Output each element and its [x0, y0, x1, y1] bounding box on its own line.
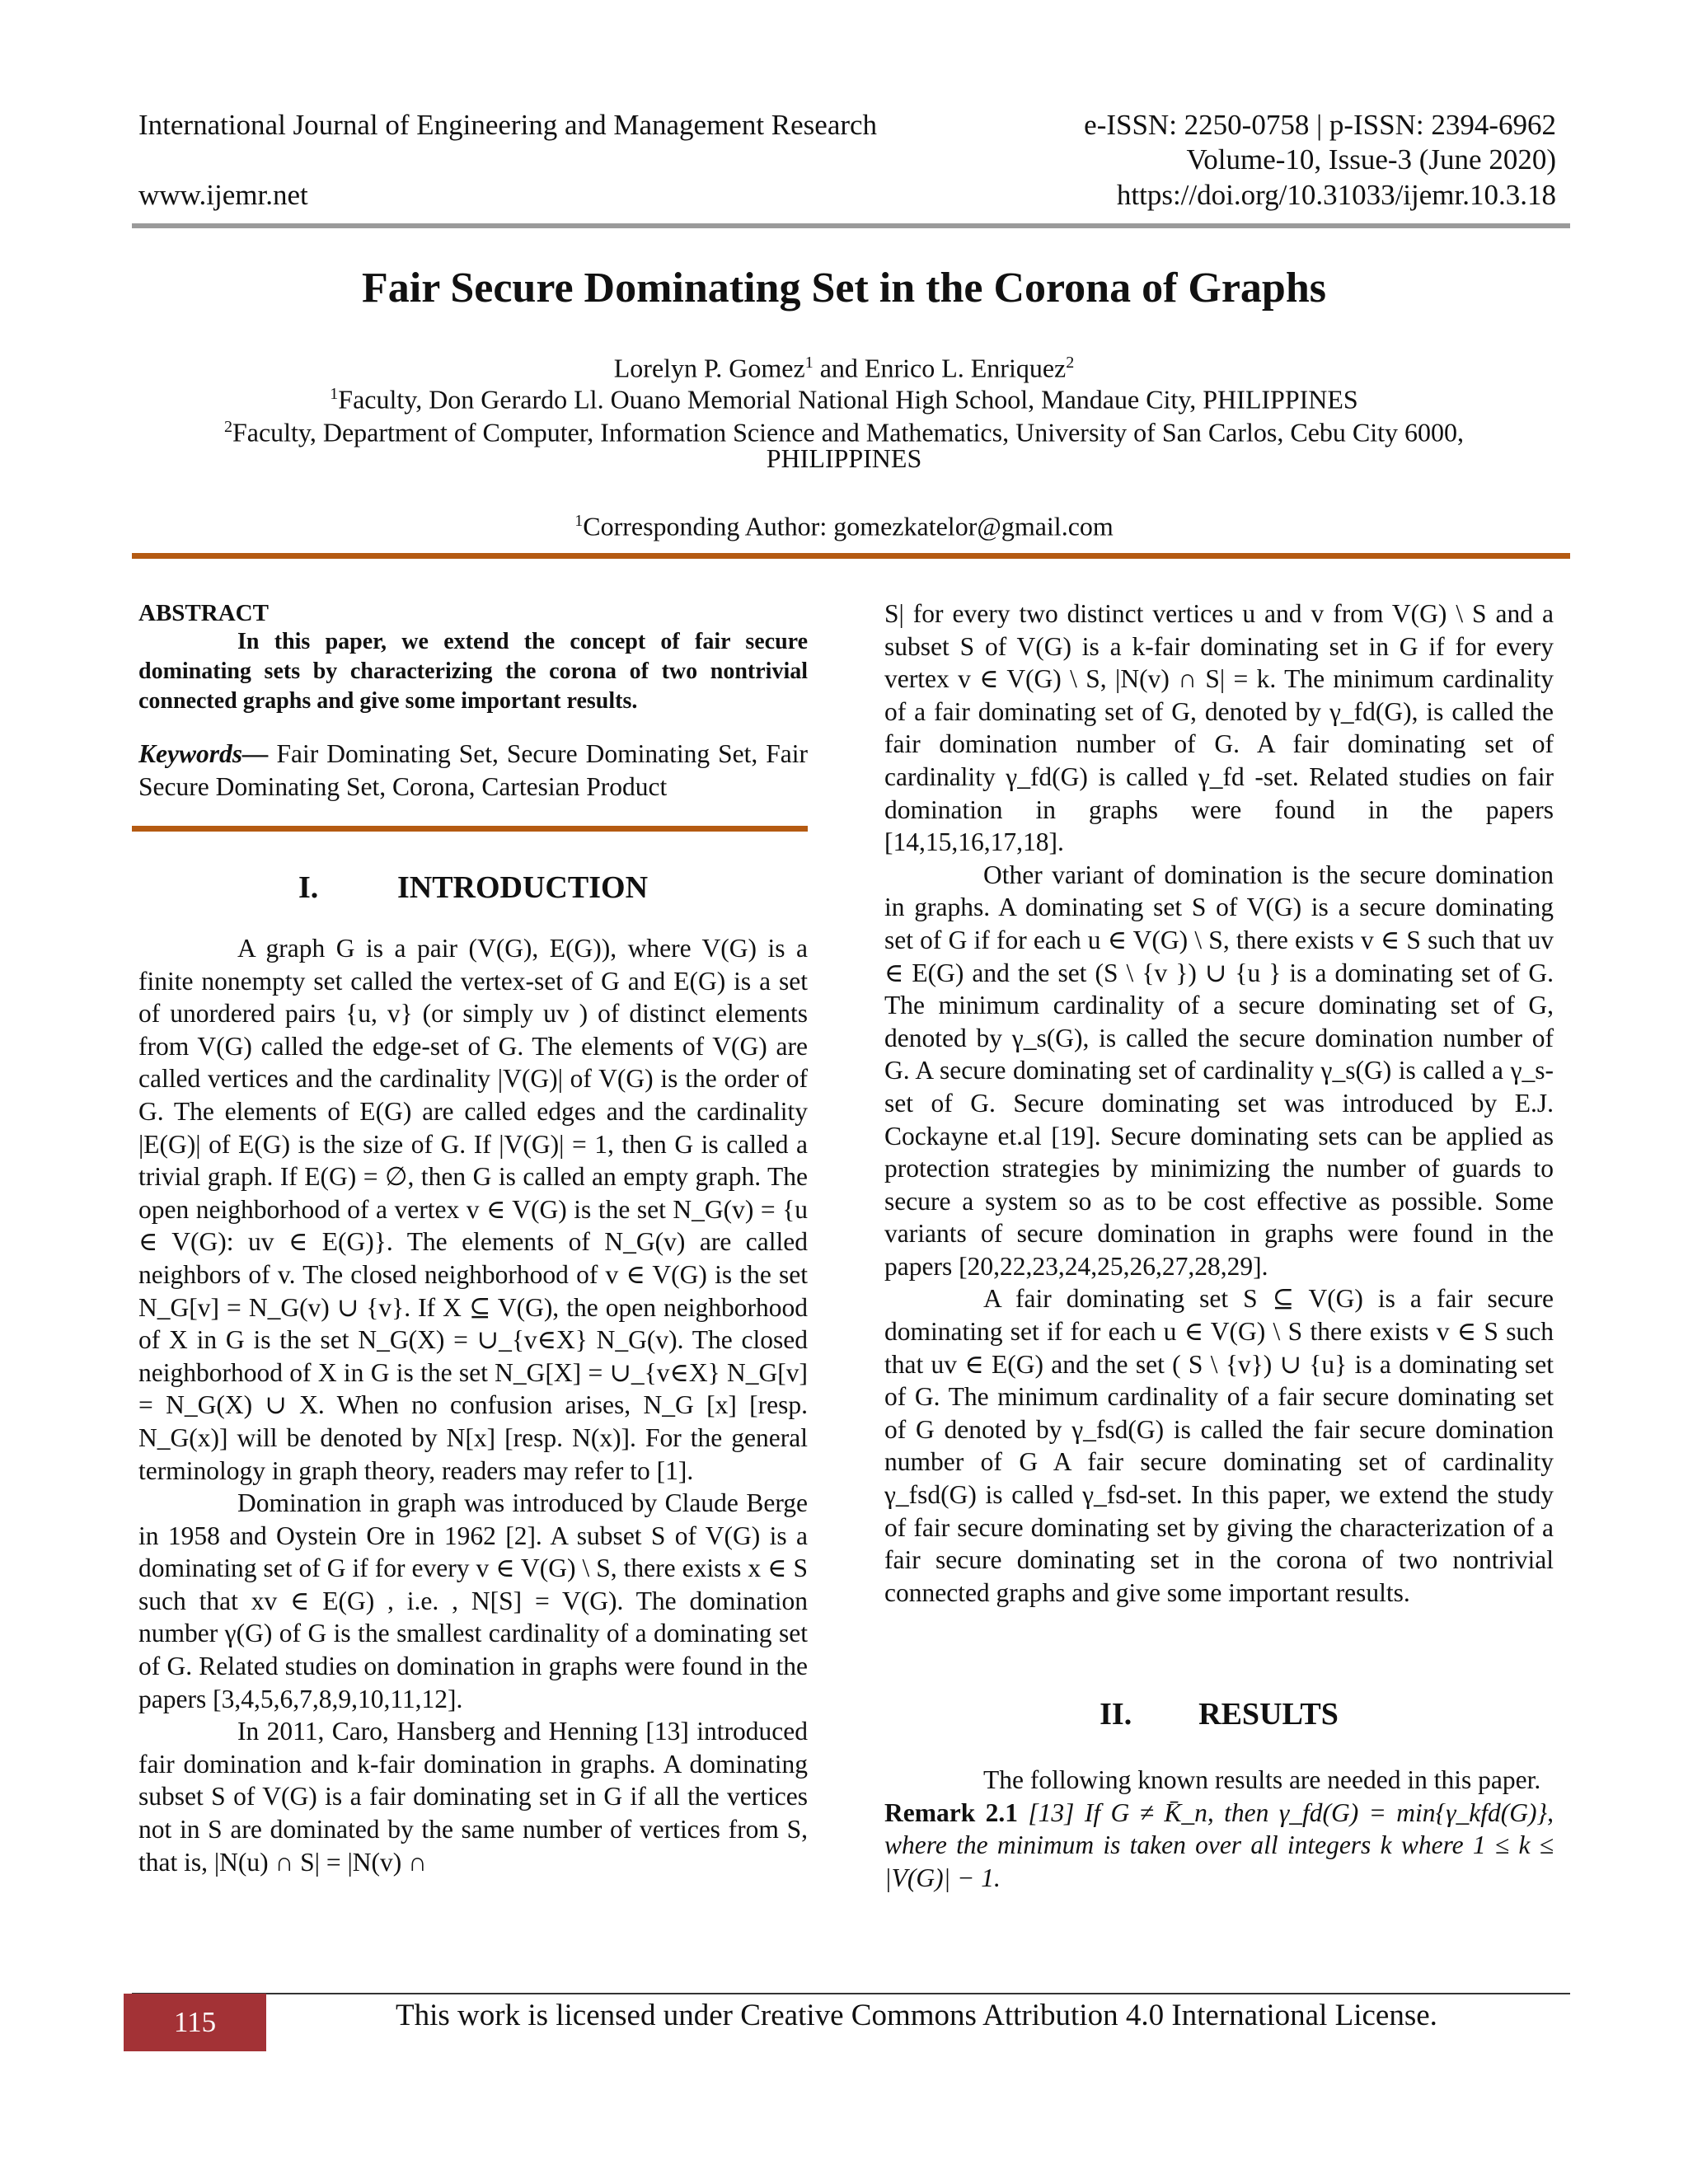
- results-intro: The following known results are needed in this paper.: [983, 1765, 1541, 1794]
- right-paragraph-1: S| for every two distinct vertices u and v from V(G) \ S and a subset S of V(G) is a k-fair dominating set in G if for every vertex v ∈ V(G) \ S, |N(v) ∩ S| = k. The minimum cardinality of a fair dominating set of G, denoted by γ_fd(G), is called the fair domination number of G. A fair dominating set of cardinality γ_fd(G) is called γ_fd -set. Related studies on fair domination in graphs were found in the papers [14,15,16,17,18].: [884, 599, 1554, 857]
- left-column: [138, 932, 808, 1878]
- results-block: [884, 1764, 1554, 1894]
- issn: e-ISSN: 2250-0758 | p-ISSN: 2394-6962: [1084, 109, 1556, 141]
- authors-and: and: [813, 353, 865, 383]
- page-number: 115: [124, 1994, 266, 2051]
- header-rule: [132, 223, 1570, 228]
- affiliation-2-country: PHILIPPINES: [766, 443, 922, 473]
- footer-rule: [132, 1993, 1570, 1994]
- section-results-heading: [884, 1696, 1554, 1732]
- doi-link[interactable]: https://doi.org/10.31033/ijemr.10.3.18: [1116, 179, 1556, 211]
- abstract-rule: [132, 826, 808, 832]
- author-1-sup: 1: [804, 354, 814, 372]
- keywords-text: Fair Dominating Set, Secure Dominating Set, Fair Secure Dominating Set, Corona, Cartesian Product: [138, 739, 808, 801]
- right-paragraph-2: Other variant of domination is the secure domination in graphs. A dominating set S of V(G) is a secure dominating set of G if for each u ∈ V(G) \ S, there exists v ∈ S such that uv ∈ E(G) and the set (S \ {v }) ∪ {u } is a dominating set of G. The minimum cardinality of a secure dominating set of G, denoted by γ_s(G), is called the secure domination number of G. A secure dominating set of cardinality γ_s(G) is called a γ_s-set of G. Secure dominating set was introduced by E.J. Cockayne et.al [19]. Secure dominating sets can be applied as protection strategies by minimizing the number of guards to secure a system so as to be cost effective as possible. Some variants of secure domination in graphs were found in the papers [20,22,23,24,25,26,27,28,29].: [884, 860, 1554, 1281]
- license-notice: This work is licensed under Creative Commons Attribution 4.0 International License.: [396, 1999, 1437, 2032]
- aff2-text: Faculty, Department of Computer, Information Science and Mathematics, University of San Carlos, Cebu City 6000,: [232, 417, 1465, 448]
- author-2-sup: 2: [1066, 354, 1075, 372]
- corr-sup: 1: [574, 512, 584, 530]
- paper-title: Fair Secure Dominating Set in the Corona of Graphs: [361, 265, 1327, 312]
- journal-website[interactable]: www.ijemr.net: [138, 179, 308, 211]
- aff2-sup: 2: [223, 418, 232, 436]
- author-1: Lorelyn P. Gomez: [613, 353, 805, 383]
- keywords: [138, 738, 808, 804]
- section-introduction-heading: [138, 869, 808, 906]
- abstract-body: In this paper, we extend the concept of fair secure dominating sets by characterizing the corona of two nontrivial connected graphs and give some important results.: [138, 629, 808, 714]
- aff1-text: Faculty, Don Gerardo Ll. Ouano Memorial National High School, Mandaue City, PHILIPPINES: [338, 384, 1358, 415]
- intro-paragraph-3: In 2011, Caro, Hansberg and Henning [13] introduced fair domination and k-fair domination in graphs. A dominating subset S of V(G) is a fair dominating set in G if all the vertices not in S are dominated by the same number of vertices from S, that is, |N(u) ∩ S| = |N(v) ∩: [138, 1717, 808, 1877]
- title-rule: [132, 553, 1570, 559]
- corresponding-text[interactable]: Corresponding Author: gomezkatelor@gmail.com: [583, 511, 1114, 541]
- remark-text: [13] If G ≠ K̄_n, then γ_fd(G) = min{γ_kfd(G)}, where the minimum is taken over all integers k where 1 ≤ k ≤ |V(G)| − 1.: [884, 1797, 1554, 1892]
- right-column: [884, 598, 1554, 1609]
- remark-label: Remark 2.1: [884, 1797, 1019, 1827]
- remark-2-1: [884, 1797, 1554, 1895]
- intro-paragraph-2: Domination in graph was introduced by Claude Berge in 1958 and Oystein Ore in 1962 [2]. A subset S of V(G) is a dominating set of G if for every v ∈ V(G) \ S, there exists x ∈ S such that xv ∈ E(G) , i.e. , N[S] = V(G). The domination number γ(G) of G is the smallest cardinality of a dominating set of G. Related studies on domination in graphs were found in the papers [3,4,5,6,7,8,9,10,11,12].: [138, 1488, 808, 1713]
- section-num: I.: [298, 870, 319, 905]
- section-num: II.: [1100, 1697, 1132, 1732]
- section-title: RESULTS: [1198, 1697, 1339, 1732]
- author-2: Enrico L. Enriquez: [864, 353, 1067, 383]
- abstract-block: [138, 600, 808, 804]
- abstract-heading: ABSTRACT: [138, 600, 269, 626]
- journal-name: International Journal of Engineering and Management Research: [138, 109, 878, 141]
- keywords-label: Keywords—: [138, 739, 269, 768]
- aff1-sup: 1: [330, 385, 339, 403]
- right-paragraph-3: A fair dominating set S ⊆ V(G) is a fair secure dominating set if for each u ∈ V(G) \ S there exists v ∈ S such that uv ∈ E(G) and the set ( S \ {v}) ∪ {u} is a dominating set of G. The minimum cardinality of a fair secure dominating set of G denoted by γ_fsd(G) is called the fair secure domination number of G A fair secure dominating set of cardinality γ_fsd(G) is called γ_fsd-set. In this paper, we extend the study of fair secure dominating set by giving the characterization of a fair secure dominating set in the corona of two nontrivial connected graphs and give some important results.: [884, 1284, 1554, 1607]
- section-title: INTRODUCTION: [396, 870, 649, 905]
- intro-paragraph-1: A graph G is a pair (V(G), E(G)), where V(G) is a finite nonempty set called the vertex-set of G and E(G) is a set of unordered pairs {u, v} (or simply uv ) of distinct elements from V(G) called the edge-set of G. The elements of V(G) are called vertices and the cardinality |V(G)| of V(G) is the order of G. The elements of E(G) are called edges and the cardinality |E(G)| of E(G) is the size of G. If |V(G)| = 1, then G is called a trivial graph. If E(G) = ∅, then G is called an empty graph. The open neighborhood of a vertex v ∈ V(G) is the set N_G(v) = {u ∈ V(G): uv ∈ E(G)}. The elements of N_G(v) are called neighbors of v. The closed neighborhood of v ∈ V(G) is the set N_G[v] = N_G(v) ∪ {v}. If X ⊆ V(G), the open neighborhood of X in G is the set N_G(X) = ∪_{v∈X} N_G(v). The closed neighborhood of X in G is the set N_G[X] = ∪_{v∈X} N_G[v] = N_G(X) ∪ X. When no confusion arises, N_G [x] [resp. N_G(x)] will be denoted by N[x] [resp. N(x)]. For the general terminology in graph theory, readers may refer to [1].: [138, 934, 808, 1485]
- volume-issue: Volume-10, Issue-3 (June 2020): [1186, 143, 1556, 176]
- corresponding-author: [0, 504, 1688, 543]
